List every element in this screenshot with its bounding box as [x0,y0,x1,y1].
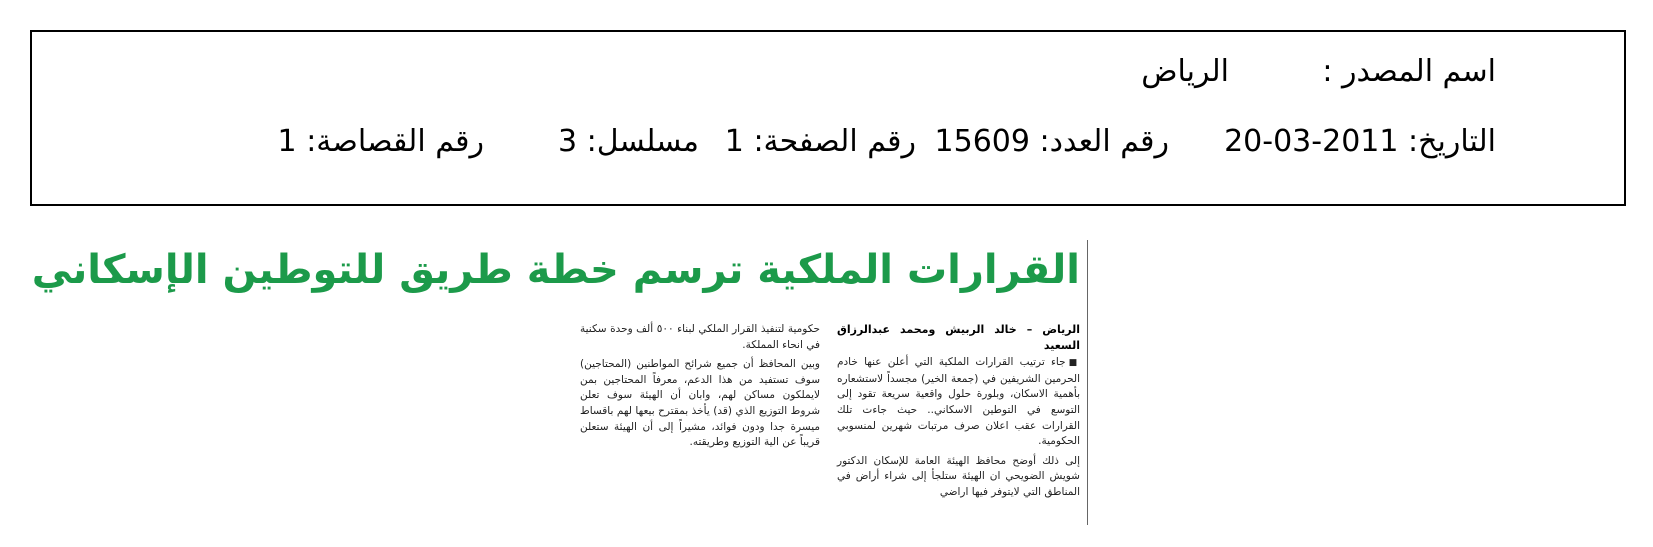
page-value: 1 [724,124,744,159]
page-field [725,124,916,160]
source-value: الرياض [1141,54,1229,89]
article-paragraph: حكومية لتنفيذ القرار الملكي لبناء ٥٠٠ ألف وحدة سكنية في انحاء المملكة. [580,323,820,351]
date-label: التاريخ: [1408,124,1496,159]
bullet-icon: ■ [1068,358,1080,369]
source-info-box [30,30,1626,206]
clipping-edge-line [1087,240,1088,525]
article-paragraph: إلى ذلك أوضح محافظ الهيئة العامة للإسكان الدكتور شويش الضويحي ان الهيئة ستلجأ إلى شراء أراض في المناطق التي لايتوفر فيها اراضي [837,454,1080,498]
paragraph-text: جاء ترتيب القرارات الملكية التي أعلن عنها خادم الحرمين الشريفين في (جمعة الخير) مجسداً لاستشعاره بأهمية الاسكان، وبلورة حلول واقعية سريعة تقود إلى التوسع في التوطين الاسكاني.. حيث جاءت تلك القرارات عقب اعلان صرف مرتبات شهرين لمنسوبي الحكومية. [837,356,1080,448]
serial-field [558,124,699,160]
clipping-value: 1 [277,124,297,159]
source-label: اسم المصدر : [1322,54,1496,89]
article-byline: الرياض – خالد الربيش ومحمد عبدالرزاق السعيد [837,323,1080,352]
issue-field [935,124,1169,160]
serial-value: 3 [558,124,578,159]
article-headline: القرارات الملكية ترسم خطة طريق للتوطين الإسكاني [31,247,1080,293]
article-column-right [837,322,1080,505]
issue-label: رقم العدد: [1039,124,1169,159]
issue-value: 15609 [934,124,1030,159]
article-paragraph: وبين المحافظ أن جميع شرائح المواطنين (المحتاجين) سوف تستفيد من هذا الدعم، معرفاً المحتاجين بمن لايملكون مساكن لهم، وابان أن الهيئة سوف تعلن شروط التوزيع الذي (قد) يأخذ بمقترح بيعها لهم باقساط ميسرة جدا ودون فوائد، مشيراً إلى أن الهيئة ستعلن قريباً عن الية التوزيع وطريقته. [580,358,820,449]
date-field [1224,124,1496,160]
page-label: رقم الصفحة: [753,124,916,159]
article-paragraph [837,355,1080,450]
clipping-field [278,124,484,160]
serial-label: مسلسل: [586,124,699,159]
newspaper-clipping [31,240,1088,530]
date-value: 2011-03-20 [1224,124,1399,159]
article-column-left [580,322,820,455]
clipping-label: رقم القصاصة: [306,124,484,159]
